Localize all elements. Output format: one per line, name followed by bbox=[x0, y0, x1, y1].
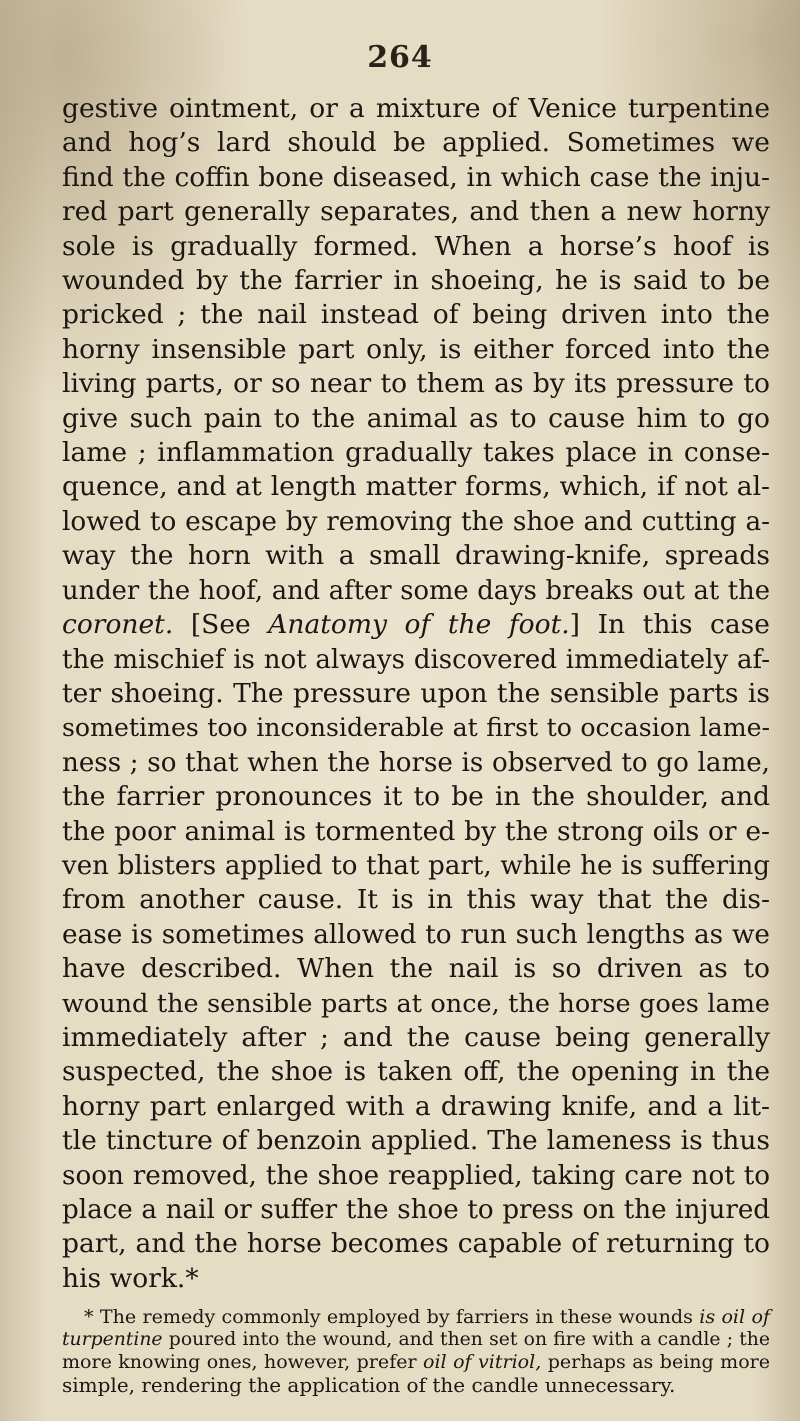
footnote-line bbox=[62, 1328, 770, 1351]
footnote-text: * The remedy commonly employed by farriers in these wounds bbox=[84, 1305, 700, 1328]
text-line: soon removed, the shoe reapplied, taking care not to bbox=[62, 1160, 770, 1191]
coronet-word: coronet. bbox=[62, 609, 174, 641]
text-line: gestive ointment, or a mixture of Venice turpentine bbox=[62, 93, 770, 124]
text-line: from another cause. It is in this way that the dis- bbox=[62, 884, 770, 916]
text-line: lowed to escape by removing the shoe and cutting a- bbox=[62, 506, 770, 537]
page-number: 264 bbox=[367, 40, 433, 75]
footnote-line bbox=[62, 1351, 770, 1374]
footnote-text: perhaps as being more bbox=[541, 1351, 770, 1373]
text-line-with-reference bbox=[62, 608, 770, 642]
text-line: wounded by the farrier in shoeing, he is said to be bbox=[62, 265, 770, 297]
footnote-line bbox=[62, 1305, 770, 1328]
coronet-rest: In this case bbox=[597, 609, 770, 641]
text-line: find the coffin bone diseased, in which case the inju- bbox=[62, 161, 770, 193]
text-line: have described. When the nail is so driven as to bbox=[62, 953, 770, 985]
text-line: ease is sometimes allowed to run such lengths as we bbox=[62, 919, 770, 950]
text-line: the mischief is not always discovered immediately af- bbox=[62, 644, 770, 675]
text-line: suspected, the shoe is taken off, the opening in the bbox=[62, 1056, 770, 1088]
text-line: lame ; inflammation gradually takes place in conse- bbox=[62, 437, 770, 469]
text-line: sometimes too inconsiderable at first to occasion lame- bbox=[62, 713, 770, 743]
text-line: living parts, or so near to them as by its pressure to bbox=[62, 368, 770, 400]
text-line: sole is gradually formed. When a horse’s hoof is bbox=[62, 230, 770, 262]
text-line: give such pain to the animal as to cause him to go bbox=[62, 402, 770, 434]
text-line: ven blisters applied to that part, while he is suffering bbox=[62, 850, 770, 881]
text-line: wound the sensible parts at once, the horse goes lame bbox=[62, 988, 770, 1019]
footnote bbox=[62, 1305, 770, 1397]
text-line: under the hoof, and after some days breaks out at the bbox=[62, 575, 770, 606]
text-line: part, and the horse becomes capable of returning to bbox=[62, 1228, 770, 1260]
text-line: horny part enlarged with a drawing knife, and a lit- bbox=[62, 1090, 770, 1122]
text-line: quence, and at length matter forms, which, if not al- bbox=[62, 471, 770, 503]
text-line: way the horn with a small drawing-knife, spreads bbox=[62, 540, 770, 572]
see-open: [See bbox=[190, 609, 269, 641]
text-line: horny insensible part only, is either forced into the bbox=[62, 333, 770, 365]
text-line: red part generally separates, and then a new horny bbox=[62, 196, 770, 228]
text-line: ter shoeing. The pressure upon the sensible parts is bbox=[62, 677, 770, 709]
text-line: the poor animal is tormented by the strong oils or e- bbox=[62, 815, 770, 847]
text-line: his work.* bbox=[62, 1262, 199, 1294]
see-close: ] bbox=[569, 609, 580, 641]
footnote-text: more knowing ones, however, prefer bbox=[62, 1351, 424, 1373]
text-line: immediately after ; and the cause being generally bbox=[62, 1021, 770, 1053]
footnote-italic: turpentine bbox=[62, 1329, 163, 1350]
footnote-line: simple, rendering the application of the candle unnecessary. bbox=[62, 1373, 676, 1397]
text-line: the farrier pronounces it to be in the shoulder, and bbox=[62, 781, 770, 813]
text-line: ness ; so that when the horse is observed to go lame, bbox=[62, 747, 770, 778]
text-line: tle tincture of benzoin applied. The lameness is thus bbox=[62, 1125, 770, 1157]
text-line: and hog’s lard should be applied. Sometimes we bbox=[62, 127, 770, 159]
footnote-italic: oil of vitriol, bbox=[423, 1351, 542, 1373]
text-line: place a nail or suffer the shoe to press on the injured bbox=[62, 1195, 770, 1225]
footnote-text: poured into the wound, and then set on fire with a candle ; the bbox=[162, 1329, 770, 1350]
body-text bbox=[62, 92, 770, 1296]
footnote-italic: is oil of bbox=[699, 1305, 770, 1328]
text-line: pricked ; the nail instead of being driven into the bbox=[62, 299, 770, 331]
cross-reference-title: Anatomy of the foot. bbox=[268, 609, 570, 641]
